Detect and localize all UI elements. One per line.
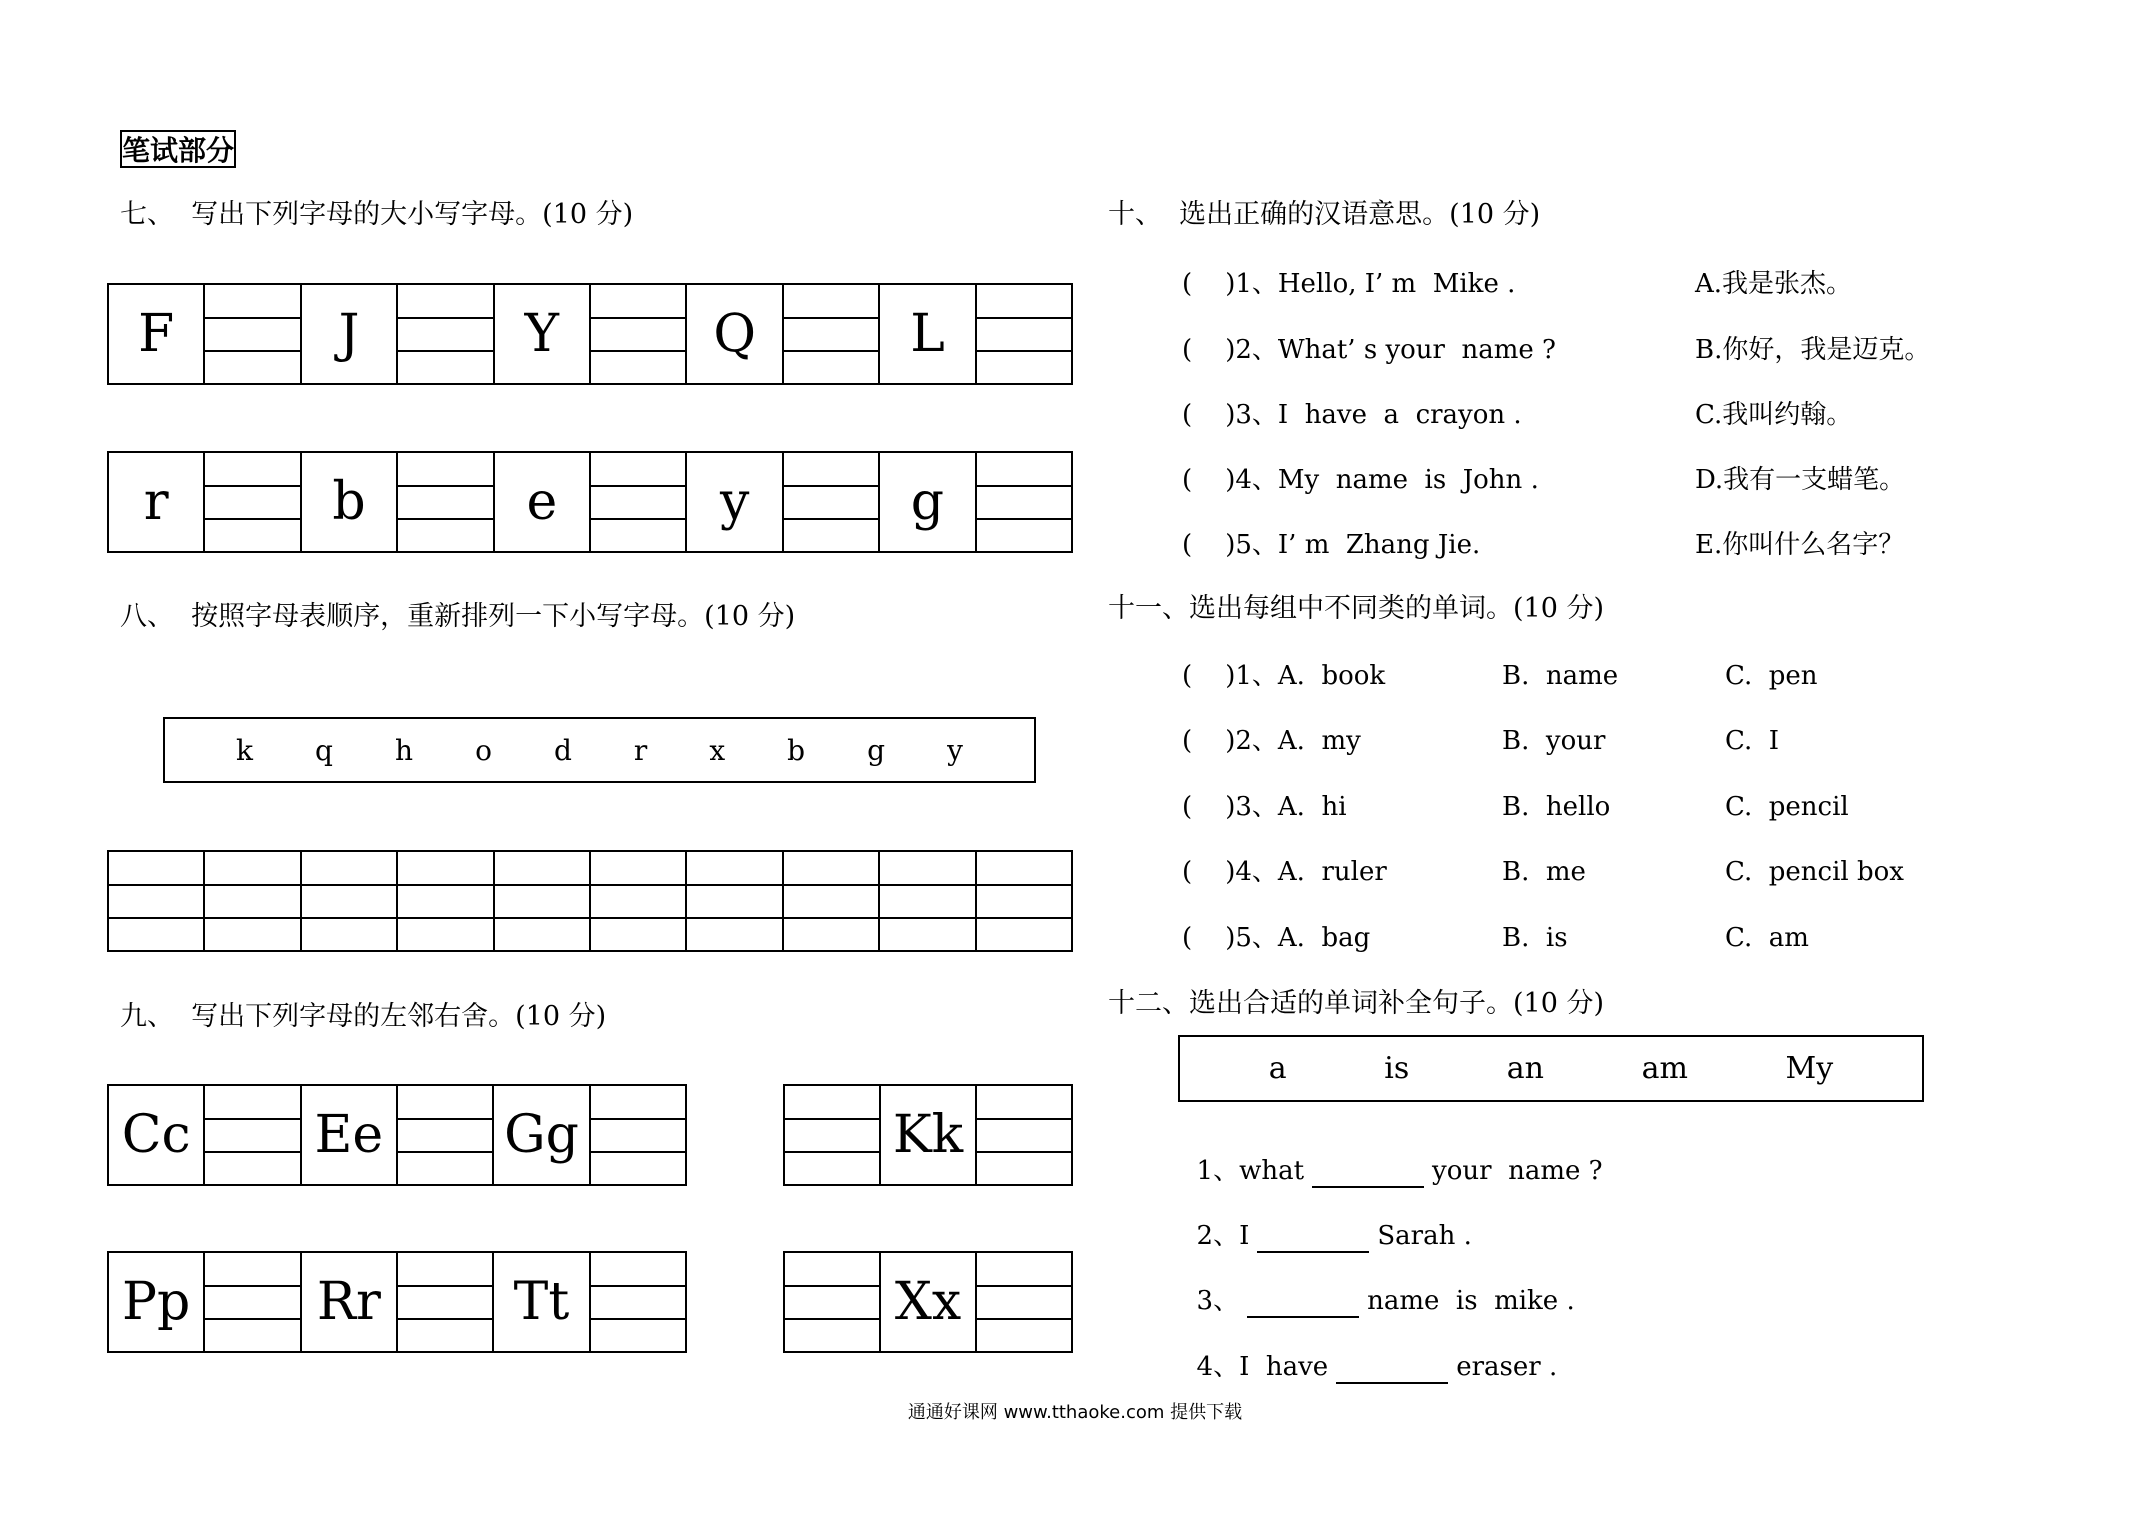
writing-cell[interactable] bbox=[977, 1253, 1073, 1351]
q12-sentence-4 bbox=[1180, 1316, 1557, 1384]
writing-cell[interactable] bbox=[205, 453, 301, 551]
letter-cell: F bbox=[109, 285, 205, 383]
letter-cell: r bbox=[109, 453, 205, 551]
q11-item-2-b: B. your bbox=[1502, 726, 1606, 756]
word-bank-item: My bbox=[1785, 1051, 1834, 1086]
seq-letter: b bbox=[787, 733, 806, 767]
sentence-text: 4、I have bbox=[1196, 1352, 1329, 1382]
q11-item-5-c: C. am bbox=[1725, 923, 1809, 953]
writing-cell[interactable] bbox=[591, 1086, 687, 1184]
q11-item-2: ( )2、A. my bbox=[1182, 726, 1361, 756]
q8-title: 八、 按照字母表顺序，重新排列一下小写字母。(10 分) bbox=[120, 601, 796, 632]
q11-item-4-c: C. pencil box bbox=[1725, 857, 1904, 887]
q12-sentence-2 bbox=[1180, 1185, 1472, 1253]
letter-cell: J bbox=[302, 285, 398, 383]
q10-option-e: E.你叫什么名字？ bbox=[1695, 530, 1905, 560]
seq-letter: g bbox=[867, 733, 886, 767]
seq-letter: o bbox=[475, 733, 492, 767]
q10-item-2: ( )2、What’ s your name ? bbox=[1182, 335, 1556, 365]
q12-word-bank bbox=[1178, 1035, 1924, 1102]
letter-cell: Xx bbox=[881, 1253, 977, 1351]
q12-sentence-1 bbox=[1180, 1120, 1603, 1188]
letter-cell: Gg bbox=[494, 1086, 590, 1184]
q11-item-3-b: B. hello bbox=[1502, 792, 1611, 822]
letter-cell: L bbox=[880, 285, 976, 383]
seq-letter: k bbox=[236, 733, 253, 767]
q12-title: 十二、选出合适的单词补全句子。(10 分) bbox=[1108, 988, 1605, 1019]
letter-cell: g bbox=[880, 453, 976, 551]
seq-letter: d bbox=[553, 733, 572, 767]
writing-cell[interactable] bbox=[591, 1253, 687, 1351]
writing-cell[interactable] bbox=[398, 852, 494, 950]
writing-cell[interactable] bbox=[785, 1253, 881, 1351]
sentence-text: Sarah . bbox=[1377, 1221, 1472, 1251]
q11-item-3-c: C. pencil bbox=[1725, 792, 1849, 822]
q11-item-1-b: B. name bbox=[1502, 661, 1619, 691]
q7-title: 七、 写出下列字母的大小写字母。(10 分) bbox=[120, 199, 634, 230]
q9-grid-row2-left bbox=[107, 1251, 687, 1353]
q11-item-2-c: C. I bbox=[1725, 726, 1780, 756]
writing-cell[interactable] bbox=[205, 1253, 301, 1351]
writing-cell[interactable] bbox=[302, 852, 398, 950]
writing-cell[interactable] bbox=[977, 1086, 1073, 1184]
word-bank-item: is bbox=[1384, 1051, 1410, 1086]
letter-cell: Cc bbox=[109, 1086, 205, 1184]
writing-cell[interactable] bbox=[591, 285, 687, 383]
q10-option-d: D.我有一支蜡笔。 bbox=[1695, 465, 1906, 495]
seq-letter: y bbox=[947, 733, 963, 767]
writing-cell[interactable] bbox=[205, 285, 301, 383]
footer-source: 通通好课网 www.tthaoke.com 提供下载 bbox=[907, 1402, 1243, 1423]
writing-cell[interactable] bbox=[977, 285, 1073, 383]
sentence-text: 3、 bbox=[1196, 1286, 1240, 1316]
writing-cell[interactable] bbox=[977, 453, 1073, 551]
writing-cell[interactable] bbox=[784, 285, 880, 383]
letter-cell: e bbox=[495, 453, 591, 551]
word-bank-item: a bbox=[1268, 1051, 1287, 1086]
q11-item-1: ( )1、A. book bbox=[1182, 661, 1386, 691]
q8-answer-grid bbox=[107, 850, 1073, 952]
writing-cell[interactable] bbox=[687, 852, 783, 950]
sentence-text: 1、what bbox=[1196, 1156, 1305, 1186]
answer-blank[interactable] bbox=[1247, 1286, 1359, 1318]
sentence-text: your name ? bbox=[1432, 1156, 1603, 1186]
q9-grid-row2-right bbox=[783, 1251, 1073, 1353]
seq-letter: h bbox=[394, 733, 414, 767]
q10-option-a: A.我是张杰。 bbox=[1695, 269, 1853, 299]
q11-item-3: ( )3、A. hi bbox=[1182, 792, 1347, 822]
q10-item-5: ( )5、I’ m Zhang Jie. bbox=[1182, 530, 1481, 560]
writing-cell[interactable] bbox=[398, 1253, 494, 1351]
sentence-text: eraser . bbox=[1456, 1352, 1558, 1382]
seq-letter: q bbox=[315, 733, 333, 767]
q11-item-4-b: B. me bbox=[1502, 857, 1586, 887]
q11-item-5: ( )5、A. bag bbox=[1182, 923, 1371, 953]
q11-item-5-b: B. is bbox=[1502, 923, 1568, 953]
letter-cell: Pp bbox=[109, 1253, 205, 1351]
answer-blank[interactable] bbox=[1336, 1352, 1448, 1384]
writing-cell[interactable] bbox=[109, 852, 205, 950]
q9-grid-row1-left bbox=[107, 1084, 687, 1186]
answer-blank[interactable] bbox=[1257, 1221, 1369, 1253]
writing-cell[interactable] bbox=[591, 453, 687, 551]
letter-cell: Rr bbox=[302, 1253, 398, 1351]
writing-cell[interactable] bbox=[398, 285, 494, 383]
letter-cell: Tt bbox=[494, 1253, 590, 1351]
letter-cell: Kk bbox=[881, 1086, 977, 1184]
q10-title: 十、 选出正确的汉语意思。(10 分) bbox=[1108, 199, 1541, 230]
writing-cell[interactable] bbox=[784, 453, 880, 551]
word-bank-item: am bbox=[1641, 1051, 1688, 1086]
letter-cell: Y bbox=[495, 285, 591, 383]
answer-blank[interactable] bbox=[1312, 1156, 1424, 1188]
writing-cell[interactable] bbox=[398, 453, 494, 551]
writing-cell[interactable] bbox=[205, 1086, 301, 1184]
q11-item-4: ( )4、A. ruler bbox=[1182, 857, 1387, 887]
q11-title: 十一、选出每组中不同类的单词。(10 分) bbox=[1108, 593, 1605, 624]
q10-option-b: B.你好，我是迈克。 bbox=[1695, 335, 1931, 365]
q11-item-1-c: C. pen bbox=[1725, 661, 1818, 691]
q8-letter-sequence bbox=[163, 717, 1036, 783]
q10-option-c: C.我叫约翰。 bbox=[1695, 400, 1853, 430]
letter-cell: Q bbox=[687, 285, 783, 383]
q10-item-4: ( )4、My name is John . bbox=[1182, 465, 1539, 495]
q10-item-3: ( )3、I have a crayon . bbox=[1182, 400, 1522, 430]
writing-cell[interactable] bbox=[880, 852, 976, 950]
section-label: 笔试部分 bbox=[120, 130, 236, 168]
q9-grid-row1-right bbox=[783, 1084, 1073, 1186]
q7-grid-row1 bbox=[107, 283, 1073, 385]
letter-cell: Ee bbox=[302, 1086, 398, 1184]
writing-cell[interactable] bbox=[785, 1086, 881, 1184]
letter-cell: y bbox=[687, 453, 783, 551]
writing-cell[interactable] bbox=[784, 852, 880, 950]
writing-cell[interactable] bbox=[591, 852, 687, 950]
letter-cell: b bbox=[302, 453, 398, 551]
seq-letter: x bbox=[709, 733, 726, 767]
q10-item-1: ( )1、Hello, I’ m Mike . bbox=[1182, 269, 1516, 299]
q7-grid-row2 bbox=[107, 451, 1073, 553]
sentence-text: 2、I bbox=[1196, 1221, 1250, 1251]
q9-title: 九、 写出下列字母的左邻右舍。(10 分) bbox=[120, 1001, 607, 1032]
writing-cell[interactable] bbox=[495, 852, 591, 950]
sentence-text: name is mike . bbox=[1367, 1286, 1575, 1316]
writing-cell[interactable] bbox=[398, 1086, 494, 1184]
seq-letter: r bbox=[633, 733, 648, 767]
q12-sentence-3 bbox=[1180, 1250, 1575, 1318]
writing-cell[interactable] bbox=[977, 852, 1073, 950]
word-bank-item: an bbox=[1506, 1051, 1545, 1086]
writing-cell[interactable] bbox=[205, 852, 301, 950]
